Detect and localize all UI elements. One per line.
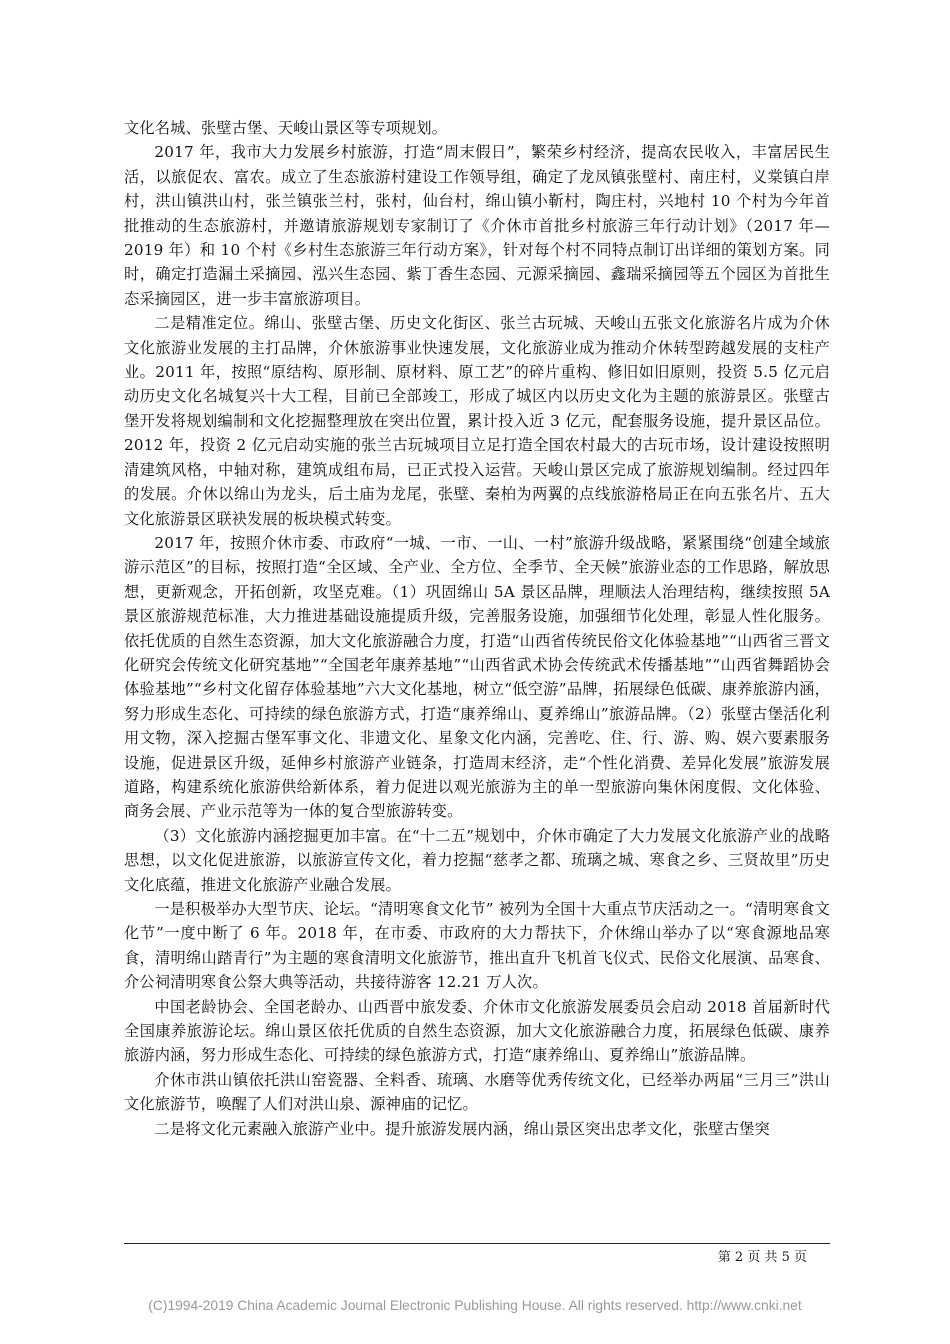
paragraph-continuation: 文化名城、张壁古堡、天峻山景区等专项规划。 bbox=[124, 119, 448, 137]
paragraph-cultural-connotation: （3）文化旅游内涵挖掘更加丰富。在“十二五”规划中，介休市确定了大力发展文化旅游产业的战略思想，以文化促进旅游，以旅游宣传文化，着力挖掘“慈孝之都、琉璃之城、寒食之乡、三贤故里”历史文化底蕴，推进文化旅游产业融合发展。 bbox=[124, 826, 830, 894]
paragraph-cultural-elements: 二是将文化元素融入旅游产业中。提升旅游发展内涵，绵山景区突出忠孝文化，张壁古堡突 bbox=[154, 1119, 770, 1138]
paragraph-festivals: 一是积极举办大型节庆、论坛。“清明寒食文化节” 被列为全国十大重点节庆活动之一。“清明寒食文化节”一度中断了 6 年。2018 年，在市委、市政府的大力帮扶下，介休绵山举办了以“寒食源地品寒食，清明绵山踏青行”为主题的寒食清明文化旅游节，推出直升飞机首飞仪式、民俗文化展演、品寒食、介公祠清明寒食公祭大典等活动，共接待游客 12.21 万人次。 bbox=[124, 900, 830, 992]
paragraph-precise-positioning: 二是精准定位。绵山、张壁古堡、历史文化街区、张兰古玩城、天峻山五张文化旅游名片成为介休文化旅游业发展的主打品牌，介休旅游事业快速发展，文化旅游业成为推动介休转型跨越发展的支柱产业。2011 年，按照“原结构、原形制、原材料、原工艺”的碎片重构、修旧如旧原则，投资 5.5 亿元启动历史文化名城复兴十大工程，目前已全部竣工，形成了城区内以历史文化为主题的旅游景区。张壁古堡开发将规划编制和文化挖掘整理放在突出位置，累计投入近 3 亿元，配套服务设施，提升景区品位。2012 年，投资 2 亿元启动实施的张兰古玩城项目立足打造全国农村最大的古玩市场，设计建设按照明清建筑风格，中轴对称，建筑成组布局，已正式投入运营。天峻山景区完成了旅游规划编制。经过四年的发展。介休以绵山为龙头，后土庙为龙尾，张壁、秦柏为两翼的点线旅游格局正在向五张名片、五大文化旅游景区联袂发展的板块模式转变。 bbox=[124, 314, 830, 528]
footer-divider bbox=[124, 1243, 830, 1244]
paragraph-rural-tourism: 2017 年，我市大力发展乡村旅游，打造“周末假日”，繁荣乡村经济，提高农民收入，丰富居民生活，以旅促农、富农。成立了生态旅游村建设工作领导组，确定了龙凤镇张壁村、南庄村，义棠镇白岸村，洪山镇洪山村，张兰镇张兰村，张村，仙台村，绵山镇小靳村，陶庄村，兴地村 10 个村为今年首批推动的生态旅游村，并邀请旅游规划专家制订了《介休市首批乡村旅游三年行动计划》（2017 年—2019 年）和 10 个村《乡村生态旅游三年行动方案》，针对每个村不同特点制订出详细的策划方案。同时，确定打造漏土采摘园、泓兴生态园、紫丁香生态园、元源采摘园、鑫瑞采摘园等五个园区为首批生态采摘园区，进一步丰富旅游项目。 bbox=[124, 143, 830, 308]
paragraph-health-forum: 中国老龄协会、全国老龄办、山西晋中旅发委、介休市文化旅游发展委员会启动 2018 首届新时代全国康养旅游论坛。绵山景区依托优质的自然生态资源，加大文化旅游融合力度，拓展绿色低碳、康养旅游内涵，努力形成生态化、可持续的绿色旅游方式，打造“康养绵山、夏养绵山”旅游品牌。 bbox=[124, 997, 830, 1065]
article-body bbox=[124, 116, 830, 1141]
copyright-watermark: (C)1994-2019 China Academic Journal Electronic Publishing House. All rights reserved. http://www.cnki.net bbox=[148, 1298, 802, 1313]
page-number: 第 2 页 共 5 页 bbox=[717, 1250, 807, 1265]
paragraph-hongshan-festival: 介休市洪山镇依托洪山窑瓷器、全料香、琉璃、水磨等优秀传统文化，已经举办两届“三月三”洪山文化旅游节，唤醒了人们对洪山泉、源神庙的记忆。 bbox=[124, 1070, 830, 1114]
paragraph-2017-strategy: 2017 年，按照介休市委、市政府“一城、一市、一山、一村”旅游升级战略，紧紧围绕“创建全域旅游示范区”的目标，按照打造“全区域、全产业、全方位、全季节、全天候”旅游业态的工作思路，解放思想，更新观念，开拓创新，攻坚克难。（1）巩固绵山 5A 景区品牌，理顺法人治理结构，继续按照 5A 景区旅游规范标准，大力推进基础设施提质升级，完善服务设施，加强细节化处理，彰显人性化服务。依托优质的自然生态资源，加大文化旅游融合力度，打造“山西省传统民俗文化体验基地”“山西省三晋文化研究会传统文化研究基地”“全国老年康养基地”“山西省武术协会传统武术传播基地”“山西省舞蹈协会体验基地”“乡村文化留存体验基地”六大文化基地，树立“低空游”品牌，拓展绿色低碳、康养旅游内涵，努力形成生态化、可持续的绿色旅游方式，打造“康养绵山、夏养绵山”旅游品牌。（2）张壁古堡活化利用文物，深入挖掘古堡军事文化、非遗文化、星象文化内涵，完善吃、住、行、游、购、娱六要素服务设施，促进景区升级，延伸乡村旅游产业链条，打造周末经济，走“个性化消费、差异化发展”旅游发展道路，构建系统化旅游供给新体系，着力促进以观光旅游为主的单一型旅游向集休闲度假、文化体验、商务会展、产业示范等为一体的复合型旅游转变。 bbox=[124, 533, 830, 821]
